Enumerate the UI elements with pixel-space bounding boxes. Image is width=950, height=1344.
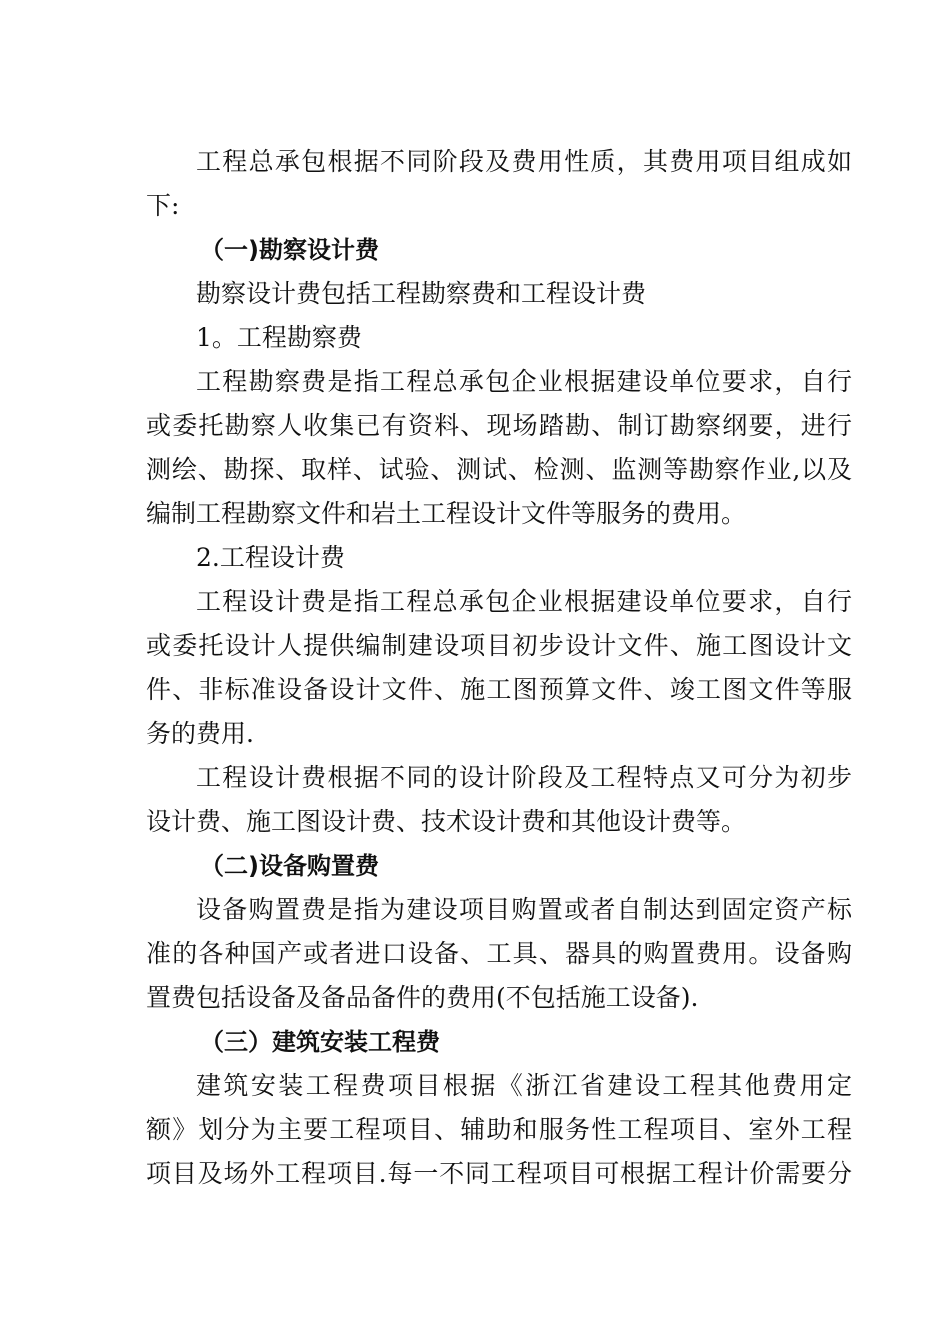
paragraph-line: 务的费用. [146,719,254,748]
section-summary: 勘察设计费包括工程勘察费和工程设计费 [196,279,647,308]
section-heading-survey-design: （一)勘察设计费 [200,236,379,264]
paragraph-line: 设备购置费是指为建设项目购置或者自制达到固定资产标 [196,895,852,924]
section-heading-construction: （三）建筑安装工程费 [200,1028,440,1056]
paragraph-line: 额》划分为主要工程项目、辅助和服务性工程项目、室外工程 [146,1115,852,1144]
paragraph-line: 编制工程勘察文件和岩土工程设计文件等服务的费用。 [146,499,747,528]
paragraph-line: 建筑安装工程费项目根据《浙江省建设工程其他费用定 [196,1071,852,1100]
paragraph-line: 置费包括设备及备品备件的费用(不包括施工设备). [146,983,699,1012]
paragraph-line: 件、非标准设备设计文件、施工图预算文件、竣工图文件等服 [146,675,852,704]
paragraph-line: 或委托勘察人收集已有资料、现场踏勘、制订勘察纲要，进行 [146,411,852,440]
section-heading-equipment: （二)设备购置费 [200,852,379,880]
intro-line-1: 工程总承包根据不同阶段及费用性质，其费用项目组成如 [196,147,852,176]
paragraph-line: 工程设计费是指工程总承包企业根据建设单位要求，自行 [196,587,852,616]
subsection-title-design: 2.工程设计费 [196,543,345,572]
intro-line-2: 下: [146,191,180,220]
paragraph-line: 工程设计费根据不同的设计阶段及工程特点又可分为初步 [196,763,852,792]
paragraph-line: 或委托设计人提供编制建设项目初步设计文件、施工图设计文 [146,631,852,660]
paragraph-line: 项目及场外工程项目.每一不同工程项目可根据工程计价需要分 [146,1159,852,1188]
subsection-title-survey: 1。工程勘察费 [196,323,362,352]
paragraph-line: 测绘、勘探、取样、试验、测试、检测、监测等勘察作业,以及 [146,455,852,484]
paragraph-line: 工程勘察费是指工程总承包企业根据建设单位要求，自行 [196,367,852,396]
paragraph-line: 准的各种国产或者进口设备、工具、器具的购置费用。设备购 [146,939,852,968]
paragraph-line: 设计费、施工图设计费、技术设计费和其他设计费等。 [146,807,747,836]
